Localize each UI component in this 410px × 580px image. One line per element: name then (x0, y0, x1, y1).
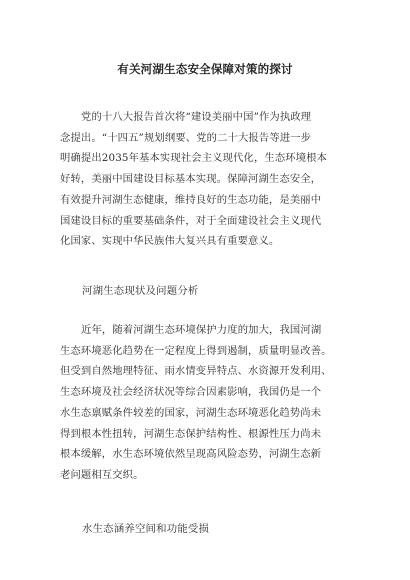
paragraph-status (60, 320, 364, 486)
section-heading-function: 水生态涵养空间和功能受损 (82, 523, 210, 535)
document-title: 有关河湖生态安全保障对策的探讨 (117, 62, 293, 76)
paragraph-line: 党的十八大报告首次将“建设美丽中国”作为执政理 (81, 111, 312, 123)
paragraph-line: 明确提出2035年基本实现社会主义现代化，生态环境根本 (60, 152, 328, 165)
paragraph-intro (60, 107, 364, 252)
paragraph-line: 生态环境恶化趋势在一定程度上得到遏制，质量明显改善。 (60, 344, 332, 357)
paragraph-line: 水生态禀赋条件较差的国家，河湖生态环境恶化趋势尚未 (60, 406, 322, 419)
paragraph-line: 近年，随着河湖生态环境保护力度的加大，我国河湖 (81, 324, 322, 336)
paragraph-line: 得到根本性扭转，河湖生态保护结构性、根源性压力尚未 (60, 427, 322, 440)
paragraph-line: 但受到自然地理特征、雨水情变异特点、水资源开发利用、 (60, 365, 332, 378)
paragraph-line: 老问题相互交织。 (60, 468, 144, 481)
paragraph-line: 生态环境及社会经济状况等综合因素影响，我国仍是一个 (60, 386, 322, 399)
paragraph-line: 化国家、实现中华民族伟大复兴具有重要意义。 (60, 235, 280, 248)
paragraph-line: 好转，美丽中国建设目标基本实现。保障河湖生态安全， (60, 173, 322, 186)
section-heading-status: 河湖生态现状及问题分析 (82, 285, 199, 297)
paragraph-line: 国建设目标的重要基础条件，对于全面建设社会主义现代 (60, 214, 322, 227)
paragraph-line: 念提出。“十四五”规划纲要、党的二十大报告等进一步 (60, 131, 312, 144)
paragraph-line: 根本缓解，水生态环境依然呈现高风险态势，河湖生态新 (60, 448, 322, 461)
paragraph-line: 有效提升河湖生态健康，维持良好的生态功能，是美丽中 (60, 193, 322, 206)
